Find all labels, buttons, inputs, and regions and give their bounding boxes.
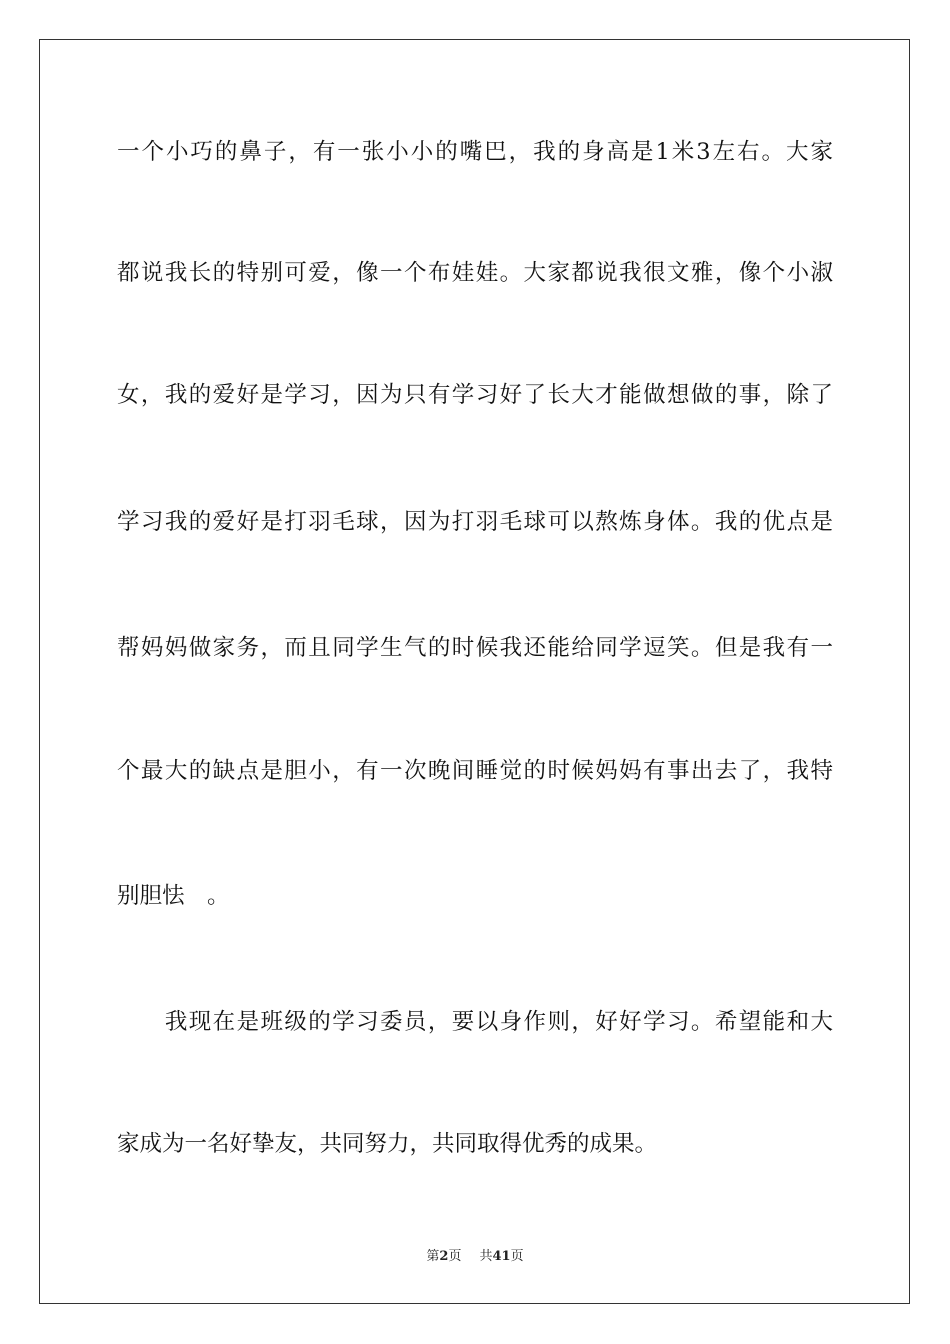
footer-page-suffix: 页 — [448, 1249, 462, 1264]
body-line-4: 学习我的爱好是打羽毛球，因为打羽毛球可以熬炼身体。我的优点是 — [117, 509, 833, 535]
body-line-8: 我现在是班级的学习委员，要以身作则，好好学习。希望能和大 — [117, 1009, 833, 1035]
body-line-9: 家成为一名好挚友，共同努力，共同取得优秀的成果。 — [117, 1131, 658, 1157]
body-line-2: 都说我长的特别可爱，像一个布娃娃。大家都说我很文雅，像个小淑 — [117, 260, 833, 286]
body-line-6: 个最大的缺点是胆小，有一次晚间睡觉的时候妈妈有事出去了，我特 — [117, 758, 833, 784]
body-line-3: 女，我的爱好是学习，因为只有学习好了长大才能做想做的事，除了 — [117, 382, 833, 408]
page-border — [39, 39, 910, 1304]
footer-total-suffix: 页 — [510, 1249, 524, 1264]
body-line-7: 别胆怯 。 — [117, 883, 230, 909]
footer-page-number: 2 — [439, 1249, 449, 1264]
footer-page-prefix: 第 — [426, 1249, 440, 1264]
footer-total-pages: 41 — [492, 1249, 511, 1264]
page-footer — [0, 1248, 950, 1266]
footer-total-prefix: 共 — [479, 1249, 493, 1264]
body-line-5: 帮妈妈做家务，而且同学生气的时候我还能给同学逗笑。但是我有一 — [117, 635, 833, 661]
body-line-1: 一个小巧的鼻子，有一张小小的嘴巴，我的身高是1米3左右。大家 — [117, 139, 833, 165]
